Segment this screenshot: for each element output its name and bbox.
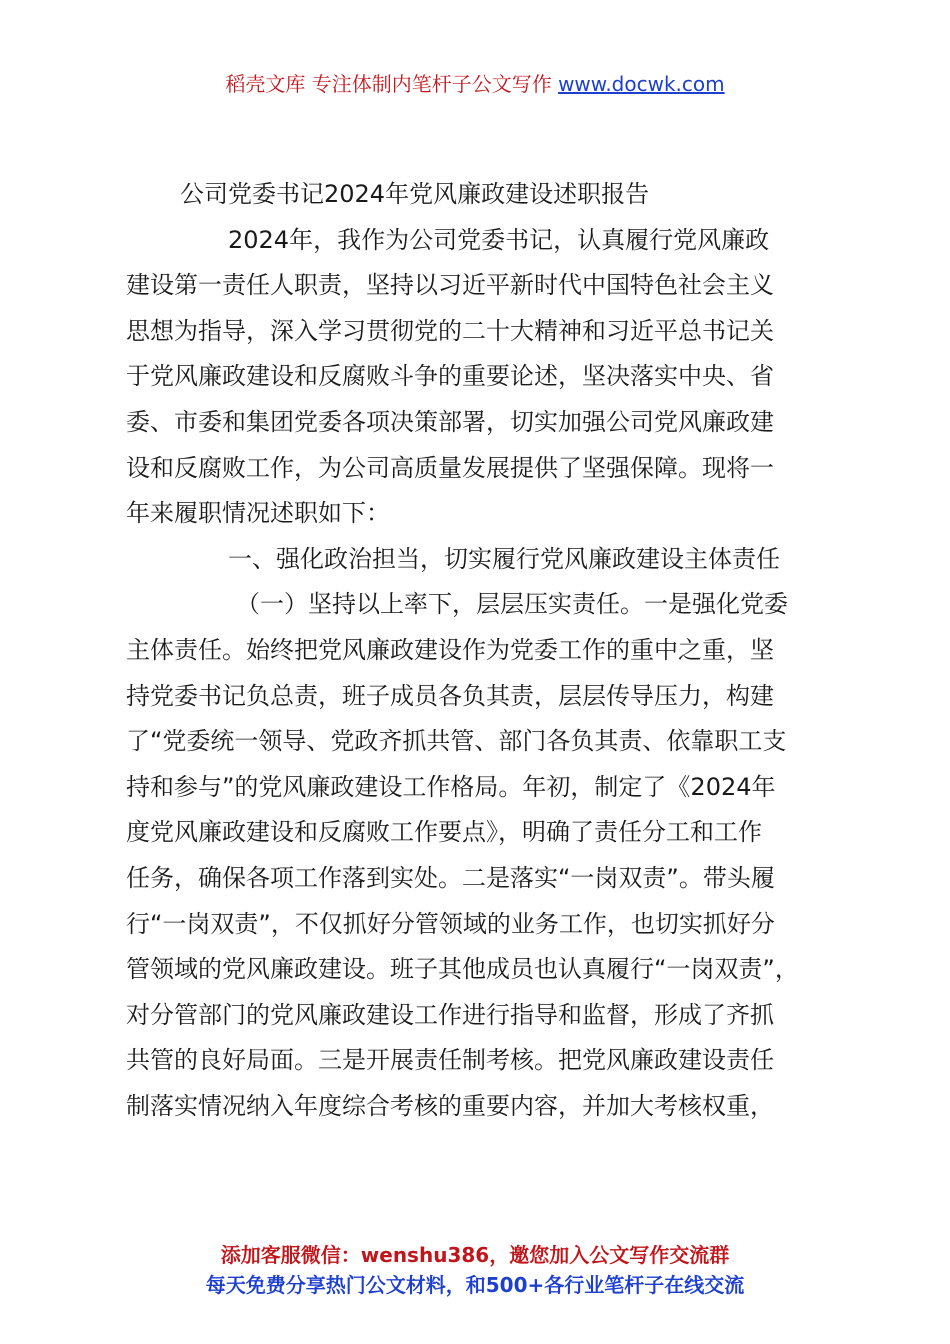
footer-wechat-line: 添加客服微信：wenshu386，邀您加入公文写作交流群 — [220, 1243, 730, 1267]
brand-text: 稻壳文库 专注体制内笔杆子公文写作 — [225, 72, 559, 96]
document-title: 公司党委书记2024年党风廉政建设述职报告 — [180, 180, 650, 208]
section-1-heading: 一、强化政治担当，切实履行党风廉政建设主体责任 — [228, 544, 780, 573]
paragraph-intro-text: 2024年，我作为公司党委书记，认真履行党风廉政 建设第一责任人职责，坚持以习近平新时代中国特色社会主义 思想为指导，深入学习贯彻党的二十大精神和习近平总书记关 于党风廉政建设和反腐败斗争的重要论述，坚决落实中央、省 委、市委和集团党委各项决策部署，切实加强公司党风廉政建 设和反腐败工作，为公司高质量发展提供了坚强保障。现将一 年来履职情况述职如下： — [126, 225, 774, 528]
watermark-header — [0, 68, 950, 100]
subsection-1-text: （一）坚持以上率下，层层压实责任。一是强化党委 主体责任。始终把党风廉政建设作为党委工作的重中之重，坚 持党委书记负总责，班子成员各负其责，层层传导压力，构建 了“党委统一领导、党政齐抓共管、部门各负其责、依靠职工支 持和参与”的党风廉政建设工作格局。年初，制定了《2024年 度党风廉政建设和反腐败工作要点》，明确了责任分工和工作 任务，确保各项工作落到实处。二是落实“一岗双责”。带头履 行“一岗双责”，不仅抓好分管领域的业务工作，也切实抓好分 管领域的党风廉政建设。班子其他成员也认真履行“一岗双责”， 对分管部门的党风廉政建设工作进行指导和监督，形成了齐抓 共管的良好局面。三是开展责任制考核。把党风廉政建设责任 制落实情况纳入年度综合考核的重要内容，并加大考核权重， — [126, 590, 799, 1120]
promo-footer — [0, 1240, 950, 1300]
site-link[interactable]: www.docwk.com — [558, 72, 725, 96]
subsection-1-body — [126, 582, 826, 1129]
document-body — [126, 172, 826, 1129]
footer-share-line: 每天免费分享热门公文材料，和500+各行业笔杆子在线交流 — [205, 1273, 745, 1297]
paragraph-intro — [126, 218, 826, 537]
